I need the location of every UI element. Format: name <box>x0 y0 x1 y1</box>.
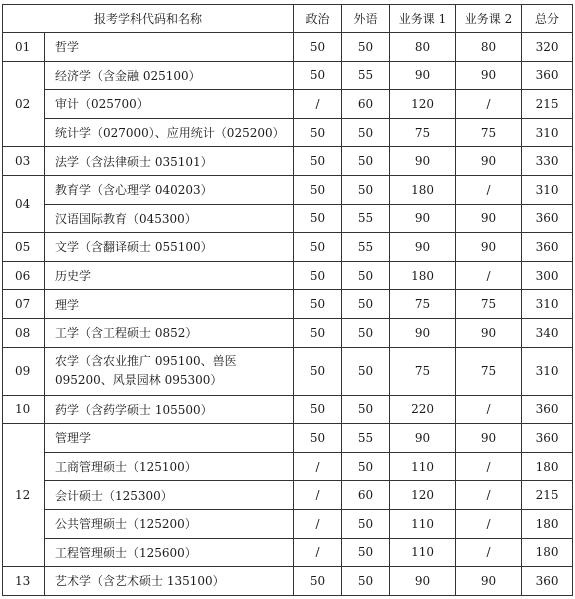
score-politics: 50 <box>294 33 342 62</box>
score-total: 310 <box>522 347 573 395</box>
score-course1: 90 <box>390 318 456 347</box>
subject-name: 统计学（027000）、应用统计（025200） <box>45 118 294 147</box>
score-politics: / <box>294 90 342 119</box>
score-politics: 50 <box>294 290 342 319</box>
table-row <box>3 347 573 395</box>
subject-name: 艺术学（含艺术硕士 135100） <box>45 567 294 596</box>
score-course2: 75 <box>456 290 522 319</box>
subject-name: 会计硕士（125300） <box>45 481 294 510</box>
score-language: 60 <box>342 90 390 119</box>
score-total: 320 <box>522 33 573 62</box>
score-course2: / <box>456 509 522 538</box>
subject-name: 文学（含翻译硕士 055100） <box>45 233 294 262</box>
subject-code: 03 <box>3 147 45 176</box>
score-language: 55 <box>342 61 390 90</box>
score-total: 310 <box>522 118 573 147</box>
subject-name: 工程管理硕士（125600） <box>45 538 294 567</box>
score-language: 55 <box>342 233 390 262</box>
score-course2: / <box>456 538 522 567</box>
score-politics: 50 <box>294 233 342 262</box>
table-row <box>3 452 573 481</box>
subject-name: 法学（含法律硕士 035101） <box>45 147 294 176</box>
subject-code: 05 <box>3 233 45 262</box>
header-total: 总分 <box>522 5 573 33</box>
table-row <box>3 90 573 119</box>
subject-name: 经济学（含金融 025100） <box>45 61 294 90</box>
score-course1: 110 <box>390 509 456 538</box>
subject-name: 历史学 <box>45 261 294 290</box>
score-total: 215 <box>522 90 573 119</box>
table-row <box>3 33 573 62</box>
subject-code: 13 <box>3 567 45 596</box>
score-course2: 90 <box>456 61 522 90</box>
score-language: 50 <box>342 290 390 319</box>
score-course2: / <box>456 395 522 424</box>
table-row <box>3 424 573 453</box>
subject-code: 10 <box>3 395 45 424</box>
subject-code: 01 <box>3 33 45 62</box>
table-row <box>3 290 573 319</box>
table-row <box>3 567 573 596</box>
table-row <box>3 233 573 262</box>
score-course1: 180 <box>390 175 456 204</box>
score-total: 215 <box>522 481 573 510</box>
subject-code: 06 <box>3 261 45 290</box>
table-row <box>3 509 573 538</box>
score-course2: 80 <box>456 33 522 62</box>
score-total: 360 <box>522 233 573 262</box>
subject-code: 07 <box>3 290 45 319</box>
score-language: 55 <box>342 204 390 233</box>
score-course1: 75 <box>390 118 456 147</box>
score-politics: 50 <box>294 118 342 147</box>
score-course2: / <box>456 481 522 510</box>
score-total: 310 <box>522 290 573 319</box>
table-body <box>3 33 573 596</box>
score-total: 180 <box>522 509 573 538</box>
subject-code: 12 <box>3 424 45 567</box>
score-language: 50 <box>342 567 390 596</box>
score-language: 50 <box>342 261 390 290</box>
score-language: 50 <box>342 509 390 538</box>
score-total: 300 <box>522 261 573 290</box>
score-course2: / <box>456 452 522 481</box>
table-row <box>3 204 573 233</box>
score-language: 50 <box>342 452 390 481</box>
subject-name: 工商管理硕士（125100） <box>45 452 294 481</box>
score-politics: 50 <box>294 424 342 453</box>
score-language: 50 <box>342 347 390 395</box>
score-politics: 50 <box>294 204 342 233</box>
score-course1: 90 <box>390 567 456 596</box>
score-language: 50 <box>342 538 390 567</box>
subject-code: 04 <box>3 175 45 232</box>
score-table <box>2 4 573 596</box>
score-total: 330 <box>522 147 573 176</box>
score-course1: 120 <box>390 90 456 119</box>
score-politics: 50 <box>294 347 342 395</box>
score-politics: 50 <box>294 61 342 90</box>
score-politics: 50 <box>294 147 342 176</box>
score-language: 55 <box>342 424 390 453</box>
score-total: 180 <box>522 452 573 481</box>
table-row <box>3 118 573 147</box>
table-row <box>3 147 573 176</box>
score-course1: 180 <box>390 261 456 290</box>
header-row <box>3 5 573 33</box>
subject-code: 09 <box>3 347 45 395</box>
score-language: 50 <box>342 118 390 147</box>
table-row <box>3 395 573 424</box>
header-subject: 报考学科代码和名称 <box>3 5 294 33</box>
score-politics: 50 <box>294 318 342 347</box>
score-course2: 90 <box>456 567 522 596</box>
score-politics: / <box>294 538 342 567</box>
score-total: 360 <box>522 395 573 424</box>
score-course2: 75 <box>456 118 522 147</box>
score-course1: 80 <box>390 33 456 62</box>
score-course1: 90 <box>390 147 456 176</box>
score-politics: / <box>294 481 342 510</box>
subject-code: 02 <box>3 61 45 147</box>
score-politics: / <box>294 452 342 481</box>
score-language: 60 <box>342 481 390 510</box>
score-total: 180 <box>522 538 573 567</box>
subject-name: 公共管理硕士（125200） <box>45 509 294 538</box>
score-course2: 90 <box>456 147 522 176</box>
subject-name: 管理学 <box>45 424 294 453</box>
score-course2: 90 <box>456 204 522 233</box>
score-total: 360 <box>522 204 573 233</box>
subject-name: 理学 <box>45 290 294 319</box>
score-total: 360 <box>522 424 573 453</box>
score-politics: 50 <box>294 567 342 596</box>
header-course2: 业务课 2 <box>456 5 522 33</box>
score-course1: 90 <box>390 233 456 262</box>
score-course2: / <box>456 90 522 119</box>
table-row <box>3 261 573 290</box>
score-course1: 110 <box>390 452 456 481</box>
score-course1: 75 <box>390 290 456 319</box>
score-course1: 90 <box>390 204 456 233</box>
score-course1: 110 <box>390 538 456 567</box>
score-course2: / <box>456 261 522 290</box>
score-total: 360 <box>522 567 573 596</box>
score-politics: 50 <box>294 175 342 204</box>
score-politics: 50 <box>294 261 342 290</box>
score-politics: / <box>294 509 342 538</box>
score-total: 310 <box>522 175 573 204</box>
header-politics: 政治 <box>294 5 342 33</box>
score-total: 340 <box>522 318 573 347</box>
subject-name: 哲学 <box>45 33 294 62</box>
score-language: 50 <box>342 175 390 204</box>
subject-name: 审计（025700） <box>45 90 294 119</box>
table-row <box>3 318 573 347</box>
score-politics: 50 <box>294 395 342 424</box>
score-course1: 220 <box>390 395 456 424</box>
subject-name: 工学（含工程硕士 0852） <box>45 318 294 347</box>
subject-name: 农学（含农业推广 095100、兽医 095200、风景园林 095300） <box>45 347 294 395</box>
score-language: 50 <box>342 147 390 176</box>
subject-name: 汉语国际教育（045300） <box>45 204 294 233</box>
table-row <box>3 61 573 90</box>
score-course1: 120 <box>390 481 456 510</box>
score-course2: 90 <box>456 318 522 347</box>
subject-code: 08 <box>3 318 45 347</box>
score-course1: 75 <box>390 347 456 395</box>
table-row <box>3 481 573 510</box>
header-language: 外语 <box>342 5 390 33</box>
score-course2: 75 <box>456 347 522 395</box>
score-language: 50 <box>342 318 390 347</box>
score-language: 50 <box>342 395 390 424</box>
score-course2: / <box>456 175 522 204</box>
subject-name: 药学（含药学硕士 105500） <box>45 395 294 424</box>
score-total: 360 <box>522 61 573 90</box>
table-row <box>3 175 573 204</box>
header-course1: 业务课 1 <box>390 5 456 33</box>
score-course1: 90 <box>390 61 456 90</box>
score-course1: 90 <box>390 424 456 453</box>
subject-name: 教育学（含心理学 040203） <box>45 175 294 204</box>
score-language: 50 <box>342 33 390 62</box>
table-row <box>3 538 573 567</box>
score-course2: 90 <box>456 424 522 453</box>
score-course2: 90 <box>456 233 522 262</box>
